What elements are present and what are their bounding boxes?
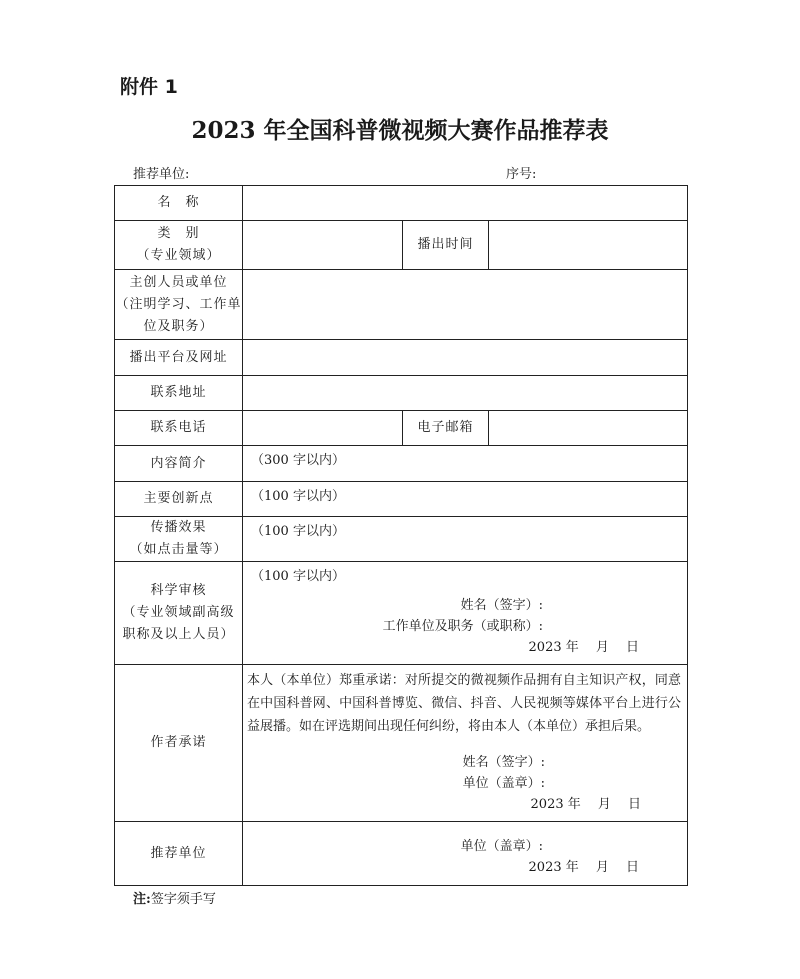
label-category-main: 类 别 [157, 226, 200, 241]
field-name[interactable] [243, 186, 688, 221]
field-address[interactable] [243, 376, 688, 411]
label-name: 名 称 [115, 186, 243, 221]
field-effect[interactable] [243, 517, 688, 562]
footnote-text: 签字须手写 [150, 892, 216, 907]
row-phone [115, 411, 688, 446]
label-creators-sub1: （注明学习、工作单 [115, 296, 242, 312]
review-date: 2023 年 月 日 [528, 640, 640, 655]
attachment-label: 附件 1 [120, 76, 178, 98]
label-pledge: 作者承诺 [115, 665, 243, 822]
label-platform: 播出平台及网址 [115, 340, 243, 376]
pledge-text: 本人（本单位）郑重承诺：对所提交的微视频作品拥有自主知识产权，同意在中国科普网、中国科普博览、微信、抖音、人民视频等媒体平台上进行公益展播。如在评选期间出现任何纠纷，将由本人（本单位）承担后果。 [247, 673, 682, 734]
row-name [115, 186, 688, 221]
row-address [115, 376, 688, 411]
review-hint: （100 字以内） [251, 569, 345, 584]
recommendation-form-table [114, 185, 688, 886]
field-summary[interactable] [243, 446, 688, 482]
label-category [115, 221, 243, 270]
field-review[interactable] [243, 562, 688, 665]
pledge-sign-name: 姓名（签字）: [462, 755, 546, 770]
review-sign-position: 工作单位及职务（或职称）: [382, 619, 544, 634]
field-pledge [243, 665, 688, 822]
field-air-time[interactable] [489, 221, 688, 270]
recommender-date: 2023 年 月 日 [528, 860, 640, 875]
row-pledge [115, 665, 688, 822]
field-phone[interactable] [243, 411, 403, 446]
row-review [115, 562, 688, 665]
summary-hint: （300 字以内） [251, 453, 345, 468]
row-effect [115, 517, 688, 562]
label-review-sub1: （专业领域副高级 [122, 605, 235, 620]
form-title: 2023 年全国科普微视频大赛作品推荐表 [191, 117, 609, 144]
label-review [115, 562, 243, 665]
row-recommender [115, 822, 688, 886]
label-air-time: 播出时间 [403, 221, 489, 270]
innovation-hint: （100 字以内） [251, 489, 345, 504]
label-effect-main: 传播效果 [150, 520, 207, 535]
recommender-sign-unit: 单位（盖章）: [460, 839, 544, 854]
review-sign-name: 姓名（签字）: [460, 598, 544, 613]
field-email[interactable] [489, 411, 688, 446]
label-summary: 内容简介 [115, 446, 243, 482]
effect-hint: （100 字以内） [251, 524, 345, 539]
label-phone: 联系电话 [115, 411, 243, 446]
label-effect [115, 517, 243, 562]
label-creators-sub2: 位及职务） [143, 318, 214, 334]
label-email: 电子邮箱 [403, 411, 489, 446]
recommend-unit-label: 推荐单位: [133, 167, 190, 182]
field-creators[interactable] [243, 270, 688, 340]
serial-number-label: 序号: [506, 167, 537, 182]
row-platform [115, 340, 688, 376]
field-recommender[interactable] [243, 822, 688, 886]
row-innovation [115, 482, 688, 517]
label-recommender: 推荐单位 [115, 822, 243, 886]
field-platform[interactable] [243, 340, 688, 376]
footnote [133, 888, 216, 907]
field-category[interactable] [243, 221, 403, 270]
pledge-sign-unit: 单位（盖章）: [462, 776, 546, 791]
row-creators [115, 270, 688, 340]
label-creators-main: 主创人员或单位 [129, 274, 228, 290]
label-effect-sub: （如点击量等） [129, 542, 228, 557]
row-category [115, 221, 688, 270]
label-creators [115, 270, 243, 340]
row-summary [115, 446, 688, 482]
pledge-date: 2023 年 月 日 [530, 797, 642, 812]
label-review-main: 科学审核 [150, 583, 207, 598]
label-innovation: 主要创新点 [115, 482, 243, 517]
footnote-label: 注: [133, 892, 151, 907]
label-address: 联系地址 [115, 376, 243, 411]
field-innovation[interactable] [243, 482, 688, 517]
label-review-sub2: 职称及以上人员） [122, 627, 235, 642]
label-category-sub: （专业领域） [136, 248, 221, 263]
